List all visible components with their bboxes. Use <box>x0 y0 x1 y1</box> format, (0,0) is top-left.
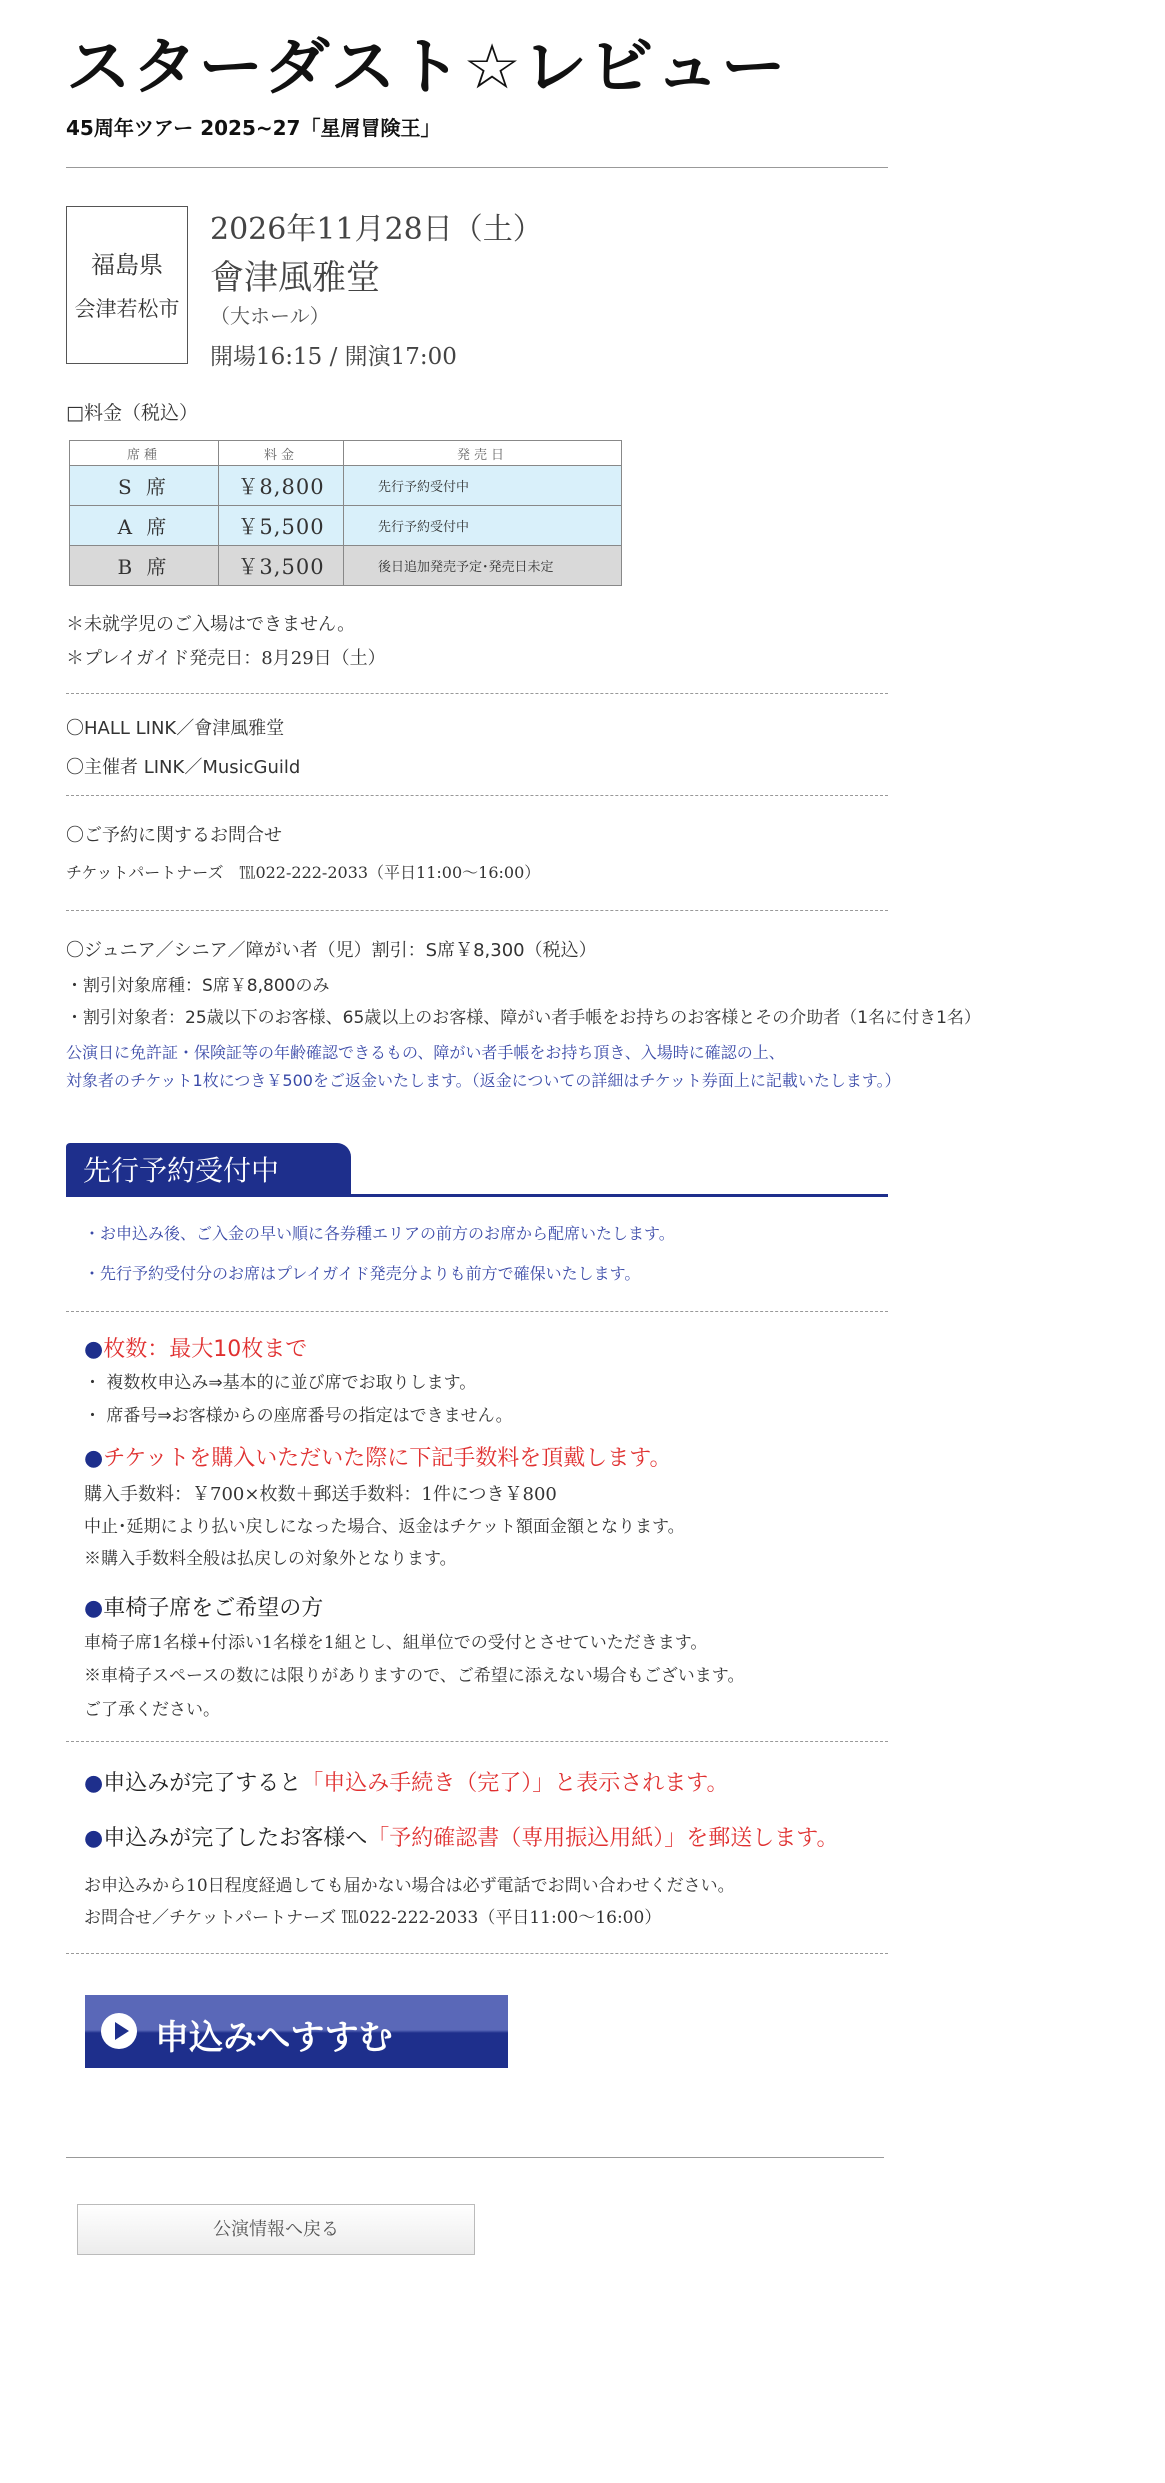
sale-cell: 先行予約受付中 <box>344 506 622 546</box>
price-cell: ￥5,500 <box>219 506 344 546</box>
divider <box>66 1741 888 1742</box>
note-preschool: ＊未就学児のご入場はできません。 <box>66 614 356 635</box>
done-prefix: 申込みが完了すると <box>103 1771 302 1796</box>
play-icon-triangle <box>115 2022 129 2040</box>
discount-note-1: 公演日に免許証・保険証等の年齢確認できるもの、障がい者手帳をお持ち頂き、入場時に確認の上、 <box>66 1043 785 1062</box>
city-label: 会津若松市 <box>74 297 180 321</box>
price-table-header <box>70 441 622 466</box>
wheelchair-line-2: ※車椅子スペースの数には限りがありますので、ご希望に添えない場合もございます。 <box>84 1666 745 1686</box>
divider <box>66 795 888 796</box>
price-cell: ￥3,500 <box>219 546 344 586</box>
discount-seat-type: ・割引対象席種：S席￥8,800のみ <box>66 976 330 996</box>
bullet-icon: ● <box>84 1337 104 1362</box>
divider <box>66 1953 888 1954</box>
apply-button[interactable] <box>85 1995 508 2068</box>
bullet-icon: ● <box>84 1596 104 1621</box>
note-playguide: ＊プレイガイド発売日：8月29日（土） <box>66 648 386 669</box>
done-red-text: 「申込み手続き（完了）」と表示されます。 <box>301 1771 729 1796</box>
header-sale: 発売日 <box>344 441 622 466</box>
wheelchair-line-1: 車椅子席1名様+付添い1名様を1組とし、組単位での受付とさせていただきます。 <box>84 1633 708 1653</box>
apply-button-label: 申込みへすすむ <box>155 2018 393 2058</box>
wheelchair-title: 車椅子席をご希望の方 <box>103 1596 324 1621</box>
fee-title: チケットを購入いただいた際に下記手数料を頂戴します。 <box>103 1446 672 1471</box>
seat-cell: S 席 <box>70 466 219 506</box>
limit-heading <box>84 1332 307 1363</box>
table-row <box>70 506 622 546</box>
bullet-icon: ● <box>84 1826 104 1851</box>
sale-cell: 後日追加発売予定･発売日未定 <box>344 546 622 586</box>
fee-line-1: 購入手数料：￥700×枚数＋郵送手数料：1件につき￥800 <box>84 1484 557 1505</box>
discount-target: ・割引対象者：25歳以下のお客様、65歳以上のお客様、障がい者手帳をお持ちのお客様とその介助者（1名に付き1名） <box>66 1008 981 1028</box>
mail-prefix: 申込みが完了したお客様へ <box>103 1826 368 1851</box>
limit-line-2: ・ 席番号⇒お客様からの座席番号の指定はできません。 <box>84 1406 513 1426</box>
seat-cell: A 席 <box>70 506 219 546</box>
advance-banner-underline <box>66 1194 888 1197</box>
organizer-link[interactable]: 〇主催者 LINK／MusicGuild <box>66 757 301 778</box>
limit-title: 枚数：最大10枚まで <box>103 1337 308 1362</box>
bullet-icon: ● <box>84 1771 104 1796</box>
table-row <box>70 546 622 586</box>
mail-heading <box>84 1821 838 1852</box>
fee-line-2: 中止･延期により払い戻しになった場合、返金はチケット額面金額となります。 <box>84 1517 685 1537</box>
event-time: 開場16:15 / 開演17:00 <box>210 344 457 370</box>
event-hall: （大ホール） <box>210 304 330 328</box>
prefecture-label: 福島県 <box>91 251 163 279</box>
divider <box>66 167 888 168</box>
divider <box>66 1311 888 1312</box>
hall-link[interactable]: 〇HALL LINK／會津風雅堂 <box>66 718 285 739</box>
advance-banner-title: 先行予約受付中 <box>66 1143 351 1197</box>
contact-title: 〇ご予約に関するお問合せ <box>66 825 282 846</box>
divider <box>66 2157 884 2158</box>
fee-line-3: ※購入手数料全般は払戻しの対象外となります。 <box>84 1549 457 1569</box>
discount-note-2: 対象者のチケット1枚につき￥500をご返金いたします。（返金についての詳細はチケット券面上に記載いたします。） <box>66 1071 901 1090</box>
divider <box>66 910 888 911</box>
advance-bullet-1: ・お申込み後、ご入金の早い順に各券種エリアの前方のお席から配席いたします。 <box>84 1224 675 1243</box>
event-venue: 會津風雅堂 <box>210 258 380 298</box>
limit-line-1: ・ 複数枚申込み⇒基本的に並び席でお取りします。 <box>84 1373 477 1393</box>
wheelchair-line-3: ご了承ください。 <box>84 1700 220 1720</box>
seat-cell: B 席 <box>70 546 219 586</box>
contact-detail: チケットパートナーズ ℡022-222-2033（平日11:00～16:00） <box>66 863 541 882</box>
fee-heading <box>84 1441 671 1472</box>
table-row <box>70 466 622 506</box>
back-button[interactable]: 公演情報へ戻る <box>77 2204 475 2255</box>
band-logo: スターダスト☆レビュー <box>66 30 787 103</box>
bullet-icon: ● <box>84 1446 104 1471</box>
mail-note-1: お申込みから10日程度経過しても届かない場合は必ず電話でお問い合わせください。 <box>84 1876 735 1896</box>
pricing-title: □料金（税込） <box>66 402 198 424</box>
mail-red-text: 「予約確認書（専用振込用紙）」を郵送します。 <box>367 1826 839 1851</box>
discount-title: 〇ジュニア／シニア／障がい者（児）割引：S席￥8,300（税込） <box>66 940 597 961</box>
mail-note-2: お問合せ／チケットパートナーズ ℡022-222-2033（平日11:00～16:00） <box>84 1908 662 1928</box>
prefecture-box <box>66 206 188 364</box>
done-heading <box>84 1766 728 1797</box>
header-seat: 席種 <box>70 441 219 466</box>
price-table <box>69 440 622 586</box>
divider <box>66 693 888 694</box>
wheelchair-heading <box>84 1591 323 1622</box>
sale-cell: 先行予約受付中 <box>344 466 622 506</box>
header-price: 料金 <box>219 441 344 466</box>
tour-title: 45周年ツアー 2025~27「星屑冒険王」 <box>66 116 441 140</box>
advance-banner <box>66 1143 888 1197</box>
event-date: 2026年11月28日（土） <box>210 212 543 247</box>
advance-bullet-2: ・先行予約受付分のお席はプレイガイド発売分よりも前方で確保いたします。 <box>84 1264 641 1283</box>
price-cell: ￥8,800 <box>219 466 344 506</box>
